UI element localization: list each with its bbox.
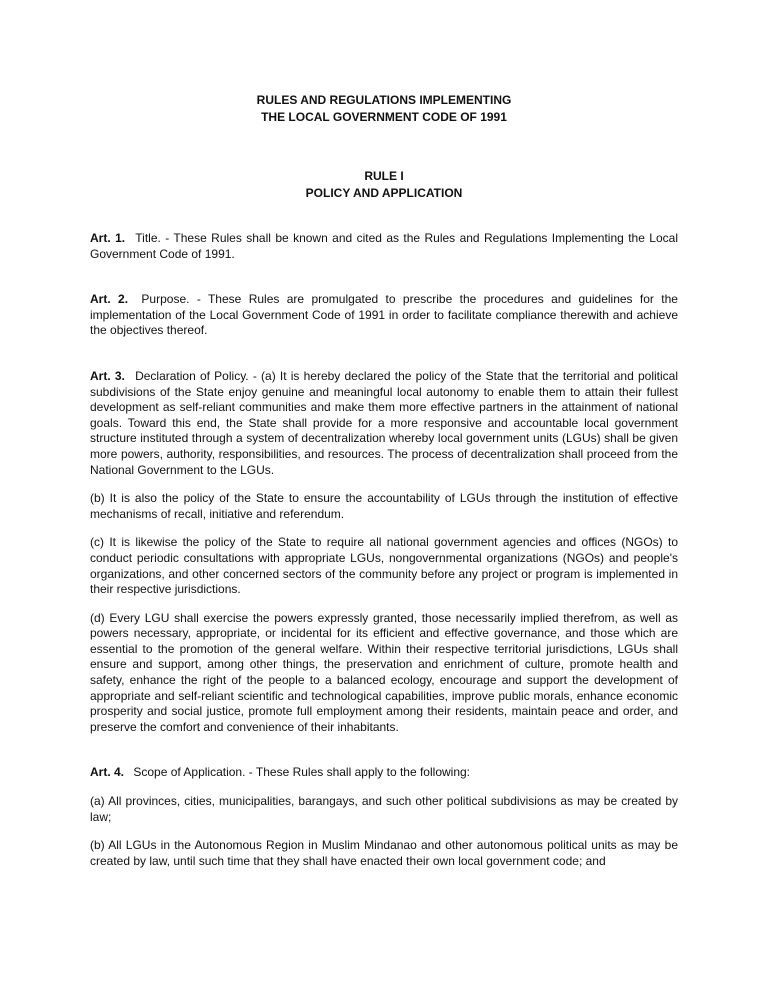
article-1 xyxy=(90,231,678,262)
article-4 xyxy=(90,765,678,781)
article-2-text: Purpose. - These Rules are promulgated to prescribe the procedures and guidelines for the implementation of the Local Government Code of 1991 in order to facilitate compliance therewith and achieve the objectives thereof. xyxy=(90,292,678,338)
article-2-label: Art. 2. xyxy=(90,292,129,307)
article-3 xyxy=(90,369,678,478)
article-4-paragraph-a: (a) All provinces, cities, municipalities, barangays, and such other political subdivisions as may be created by law; xyxy=(90,794,678,824)
article-4-label: Art. 4. xyxy=(90,765,125,780)
rule-number: RULE I xyxy=(364,169,404,183)
article-2 xyxy=(90,292,678,339)
article-3-paragraph-d: (d) Every LGU shall exercise the powers expressly granted, those necessarily implied therefrom, as well as powers necessary, appropriate, or incidental for its efficient and effective governance, and those which are essential to the promotion of the general welfare. Within their respective territorial jurisdictions, LGUs shall ensure and support, among other things, the preservation and enrichment of culture, promote health and safety, enhance the right of the people to a balanced ecology, encourage and support the development of appropriate and self-reliant scientific and technological capabilities, improve public morals, enhance economic prosperity and social justice, promote full employment among their residents, maintain peace and order, and preserve the comfort and convenience of their inhabitants. xyxy=(90,610,678,734)
title-line-1: RULES AND REGULATIONS IMPLEMENTING xyxy=(256,93,512,107)
article-1-text: Title. - These Rules shall be known and cited as the Rules and Regulations Implementing the Local Government Code of 1991. xyxy=(90,231,678,261)
document-body xyxy=(90,231,678,869)
article-3-label: Art. 3. xyxy=(90,368,125,383)
article-4-text: Scope of Application. - These Rules shall apply to the following: xyxy=(133,765,471,780)
article-4-paragraph-b: (b) All LGUs in the Autonomous Region in Muslim Mindanao and other autonomous political units as may be created by law, until such time that they shall have enacted their own local government code; and xyxy=(90,838,678,868)
title-line-2: THE LOCAL GOVERNMENT CODE OF 1991 xyxy=(261,110,507,124)
rule-heading xyxy=(90,168,678,202)
article-1-label: Art. 1. xyxy=(90,231,126,245)
rule-name: POLICY AND APPLICATION xyxy=(305,186,463,200)
article-3-text: Declaration of Policy. - (a) It is hereby declared the policy of the State that the territorial and political subdivisions of the State enjoy genuine and meaningful local autonomy to enable them to attain their fullest development as self-reliant communities and make them more effective partners in the attainment of national goals. Toward this end, the State shall provide for a more responsive and accountable local government structure instituted through a system of decentralization whereby local government units (LGUs) shall be given more powers, authority, responsibilities, and resources. The process of decentralization shall proceed from the National Government to the LGUs. xyxy=(90,368,678,477)
article-3-paragraph-c: (c) It is likewise the policy of the State to require all national government agencies and offices (NGOs) to conduct periodic consultations with appropriate LGUs, nongovernmental organizations (NGOs) and people's organizations, and other concerned sectors of the community before any project or program is implemented in their respective jurisdictions. xyxy=(90,535,678,597)
article-3-paragraph-b: (b) It is also the policy of the State to ensure the accountability of LGUs through the institution of effective mechanisms of recall, initiative and referendum. xyxy=(90,491,678,521)
document-title xyxy=(90,92,678,126)
